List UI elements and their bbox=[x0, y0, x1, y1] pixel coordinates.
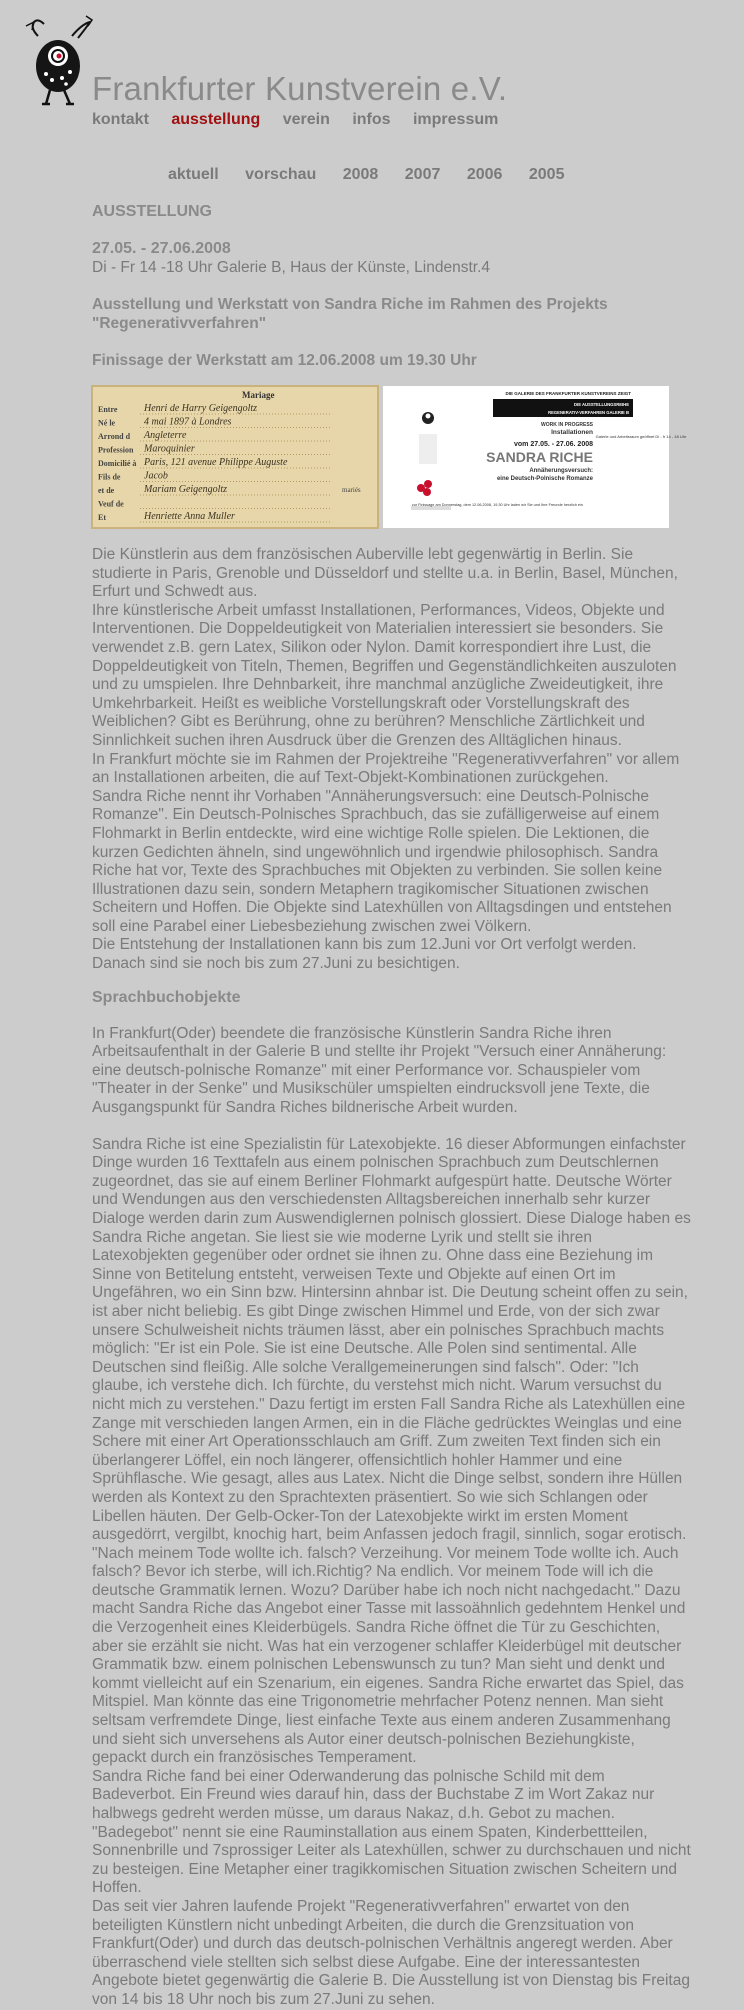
sprachbuchobjekte-heading: Sprachbuchobjekte bbox=[92, 988, 241, 1006]
main-nav bbox=[92, 111, 516, 129]
poster-artist: SANDRA RICHE bbox=[486, 449, 593, 465]
intro-paragraph: Die Entstehung der Installationen kann bis zum 12.Juni vor Ort verfolgt werden. Danach sind sie noch bis zum 27.Juni zu besichtigen. bbox=[92, 936, 637, 973]
finissage-notice: Finissage der Werkstatt am 12.06.2008 um 19.30 Uhr bbox=[92, 352, 477, 369]
card-line-label: Veuf de bbox=[98, 499, 124, 509]
card-header: Mariage bbox=[242, 390, 275, 400]
sprachbuch-paragraph: Sandra Riche ist eine Spezialistin für Latexobjekte. 16 dieser Abformungen einfachster Dinge wurden 16 Texttafeln aus einem polnischen Sprachbuch zum Deutschlernen zugeordnet, das sie auf einem Berliner Flohmarkt aufgespürt hatte. Deutsche Wörter und Wendungen aus den verschiedensten Alltagsbereichen innerhalb sehr kurzer Dialoge werden darin zum Auswendiglernen polnisch glossiert. Diese Dialoge haben es Sandra Riche angetan. Sie liest sie wie moderne Lyrik und stellt sie ihren Latexobjekten gegenüber oder ordnet sie ihnen zu. Ohne dass eine Beziehung im Sinne von Betitelung entsteht, verweisen Texte und Objekte auf einen Ort im Ungefähren, wo ein Sinn bzw. Hintersinn ahnbar ist. Die Deutung scheint offen zu sein, ist aber nicht beliebig. Es gibt Dinge zwischen Himmel und Erde, von der sich zwar unsere Schulweisheit nichts träumen lässt, aber ein polnisches Sprachbuch machts möglich: "Er ist ein Pole. Sie ist eine Deutsche. Alle Polen sind sentimental. Alle Deutschen sind fleißig. Alle solche Verallgemeinerungen sind falsch". Oder: "Ich glaube, ich verstehe dich. Ich fürchte, du verstehst mich nicht. Warum versuchst du nicht mich zu verstehen." Dazu fertigt im ersten Fall Sandra Riche als Latexhüllen eine Zange mit verschieden langen Armen, ein in die Fläche gedrücktes Weinglas und eine Schere mit einer Art Operationsschlauch am Griff. Zum zweiten Text finden sich ein überlangerer Löffel, ein noch längerer, offensichtlich hohler Hammer und eine Sprühflasche. Wie gesagt, alles aus Latex. Nicht die Dinge selbst, sondern ihre Hüllen werden als Kontext zu den Sprachtexten präsentiert. So wie sich Schlangen oder Libellen häuten. Der Gelb-Ocker-Ton der Latexobjekte wirkt im ersten Moment ausgedörrt, vergilbt, knochig hart, beim Anfassen jedoch fragil, sinnlich, sogar erotisch. bbox=[92, 1135, 691, 1544]
nav-verein[interactable]: verein bbox=[282, 111, 330, 128]
card-line-label: Né le bbox=[98, 418, 116, 428]
card-line-value: 4 mai 1897 à Londres bbox=[144, 416, 232, 428]
poster-title1: Annäherungsversuch: bbox=[529, 468, 593, 474]
card-line-label: Profession bbox=[98, 445, 134, 455]
intro-paragraph: Die Künstlerin aus dem französischen Auberville lebt gegenwärtig in Berlin. Sie studierte in Paris, Grenoble und Düsseldorf und stellte u.a. in Berlin, Basel, München, Erfurt und Schwedt aus. bbox=[92, 546, 678, 601]
exhibition-poster-image[interactable] bbox=[383, 386, 687, 528]
subnav-2005[interactable]: 2005 bbox=[528, 166, 565, 183]
card-line-value: Henri de Harry Geigengoltz bbox=[144, 403, 258, 414]
card-line-value: Henriette Anna Muller bbox=[144, 511, 235, 522]
intro-text bbox=[92, 546, 692, 974]
poster-side: Galerie und Arbeitsraum geöffnet Di - fr 14 - 18 Uhr bbox=[595, 434, 687, 439]
sprachbuch-paragraph: Das seit vier Jahren laufende Projekt "Regenerativverfahren" erwartet von den beteiligten Künstlern nicht unbedingt Arbeiten, die durch die Grenzsituation von Frankfurt(Oder) und durch das deutsch-polnischen Verhältnis angeregt werden. Aber überraschend viele stellten sich selbst diese Aufgabe. Eine der interessantesten Angebote bietet gegenwärtig die Galerie B. Die Ausstellung ist von Dienstag bis Freitag von 14 bis 18 Uhr noch bis zum 27.Juni zu sehen. bbox=[92, 1897, 690, 2008]
marriage-record-image[interactable] bbox=[92, 386, 378, 528]
poster-footer: zur Finissage am Donnerstag, dem 12.06.2008, 19.30 Uhr laden wir Sie und Ihre Freunde herzlich ein bbox=[411, 503, 583, 507]
card-line-label: Entre bbox=[98, 405, 118, 414]
card-line-value: Angleterre bbox=[144, 430, 187, 441]
exhibition-dates: 27.05. - 27.06.2008 bbox=[92, 240, 231, 257]
poster-band3: REGENERATIV-VERFAHREN GALERIE B bbox=[548, 410, 629, 415]
sprachbuch-lead-paragraph: In Frankfurt(Oder) beendete die französische Künstlerin Sandra Riche ihren Arbeitsaufenthalt in der Galerie B und stellte ihr Projekt "Versuch einer Annäherung: eine deutsch-polnische Romanze" mit einer Performance vor. Schauspieler vom "Theater in der Senke" und Musikschüler umspielten eindrucksvoll jene Texte, die Ausgangspunkt für Sandra Riches bildnerische Arbeit wurden. bbox=[92, 1024, 667, 1117]
intro-paragraph: In Frankfurt möchte sie im Rahmen der Projektreihe "Regenerativverfahren" vor allem an Installationen arbeiten, die auf Text-Objekt-Kombinationen zurückgehen. bbox=[92, 750, 680, 787]
image-row bbox=[92, 386, 692, 528]
subnav-vorschau[interactable]: vorschau bbox=[245, 166, 317, 183]
card-line-label: Et bbox=[98, 513, 106, 522]
sprachbuch-paragraph: "Nach meinem Tode wollte ich. falsch? Verzeihung. Vor meinem Tode wollte ich. Auch falsch? Bevor ich sterbe, will ich.Richtig? Na endlich. Vor meinem Tode will ich die deutsche Grammatik lernen. Wozu? Darüber habe ich noch nicht nachgedacht." Dazu macht Sandra Riche das Angebot einer Tasse mit lassoähnlich gedehntem Henkel und die Verzogenheit eines Kleiderbügels. Sandra Riche öffnet die Tür zu Geschichten, aber sie erzählt sie nicht. Was hat ein verzogener schlaffer Kleiderbügel mit deutscher Grammatik bzw. einem polnischen Lebenswunsch zu tun? Man sieht und denkt und kommt vielleicht auf ein Szenarium, ein eigenes. Sandra Riche erwartet das Spiel, das Mitspiel. Man könnte das eine Trigonometrie mehrfacher Potenz nennen. Man sieht seltsam verfremdete Dinge, liest einfache Texte aus einem anderen Zusammenhang und sieht sich unversehens als Autor einer deutsch-polnischen Beziehungkiste, gepackt durch ein französisches Temperament. bbox=[92, 1544, 686, 1767]
subnav-2006[interactable]: 2006 bbox=[466, 166, 503, 183]
subnav-2007[interactable]: 2007 bbox=[404, 166, 441, 183]
section-heading: AUSSTELLUNG bbox=[92, 203, 212, 220]
intro-paragraph: Sandra Riche nennt ihr Vorhaben "Annäherungsversuch: eine Deutsch-Polnische Romanze". Ein Deutsch-Polnisches Sprachbuch, das sie zufälligerweise auf einem Flohmarkt in Berlin entdeckte, wird eine wichtige Rolle spielen. Die Lektionen, die kurzen Gedichten ähneln, sind ungewöhnlich und irgendwie philosophisch. Sandra Riche hat vor, Texte des Sprachbuches mit Objekten zu verbinden. Sie sollen keine Illustrationen dazu sein, sondern Metaphern tragikomischer Situationen zwischen Scheitern und Hoffen. Die Objekte sind Latexhüllen von Alltagsdingen und entstehen soll eine Parabel einer Liebesbeziehung zwischen zwei Völkern. bbox=[92, 787, 672, 935]
poster-dates: vom 27.05. - 27.06. 2008 bbox=[514, 441, 593, 448]
poster-band1: DIE GALERIE DES FRANKFURTER KUNSTVEREINS ZEIGT bbox=[505, 391, 631, 396]
site-title[interactable]: Frankfurter Kunstverein e.V. bbox=[92, 70, 508, 107]
card-line-label: Domicilié à bbox=[98, 459, 137, 468]
nav-impressum[interactable]: impressum bbox=[412, 111, 499, 128]
nav-ausstellung[interactable]: ausstellung bbox=[171, 111, 261, 128]
sprachbuch-paragraph: Sandra Riche fand bei einer Oderwanderung das polnische Schild mit dem Badeverbot. Ein Freund wies darauf hin, dass der Buchstabe Z im Wort Zakaz nur halbwegs gedreht werden müsse, um daraus Nakaz, d.h. Gebot zu machen. "Badegebot" nennt sie eine Rauminstallation aus einem Spaten, Kinderbettteilen, Sonnenbrille und 7sprossiger Leiter als Latexhüllen, schwer zu durchschauen und nicht zu besteigen. Eine Metapher einer tragikkomischen Situation zwischen Scheitern und Hoffen. bbox=[92, 1767, 691, 1897]
nav-kontakt[interactable]: kontakt bbox=[92, 111, 149, 128]
poster-title2: eine Deutsch-Polnische Romanze bbox=[496, 476, 593, 482]
intro-paragraph: Ihre künstlerische Arbeit umfasst Installationen, Performances, Videos, Objekte und Interventionen. Die Doppeldeutigkeit von Materialien interessiert sie besonders. Sie verwendet z.B. gern Latex, Silikon oder Nylon. Damit korrespondiert ihre Lust, die Doppeldeutigkeit von Titeln, Themen, Begriffen und Gegenständlichkeiten auszuloten und zu umspielen. Ihre Dehnbarkeit, ihre manchmal anzügliche Zweideutigkeit, ihre Umkehrbarkeit. Heißt es weibliche Vorstellungskraft oder Vorstellungskraft des Weiblichen? Gibt es Berührung, ohne zu berühren? Menschliche Zärtlichkeit und Sinnlichkeit suchen ihren Ausdruck über die Grenzen des Alltäglichen hinaus. bbox=[92, 601, 677, 749]
poster-installations: Installationen bbox=[551, 429, 593, 436]
nav-infos[interactable]: infos bbox=[352, 111, 391, 128]
card-line-label: et de bbox=[98, 486, 115, 495]
exhibition-hours: Di - Fr 14 -18 Uhr Galerie B, Haus der Künste, Lindenstr.4 bbox=[92, 259, 491, 276]
card-line-value: Paris, 121 avenue Philippe Auguste bbox=[144, 457, 288, 468]
card-line-value: Jacob bbox=[144, 470, 168, 482]
card-line-label: Arrond d bbox=[98, 432, 131, 441]
sub-nav bbox=[168, 166, 586, 184]
svg-text:Galerie und Arbeitsraum geöffn bbox=[596, 434, 687, 439]
subnav-2008[interactable]: 2008 bbox=[342, 166, 379, 183]
card-line-value: Mariam Geigengoltz bbox=[144, 484, 228, 495]
card-side-label: mariés bbox=[342, 486, 361, 494]
poster-band2: DIE AUSSTELLUNGSREIHE bbox=[574, 402, 629, 407]
card-line-value: Maroquinier bbox=[144, 443, 195, 455]
main-content bbox=[92, 203, 692, 2010]
card-line-label: Fils de bbox=[98, 472, 121, 482]
sprachbuch-text bbox=[92, 1025, 692, 2010]
subnav-aktuell[interactable]: aktuell bbox=[168, 166, 219, 183]
poster-work: WORK IN PROGRESS bbox=[541, 422, 593, 428]
exhibition-subtitle: Ausstellung und Werkstatt von Sandra Riche im Rahmen des Projekts "Regenerativverfahren" bbox=[92, 296, 608, 332]
kunstverein-logo[interactable] bbox=[16, 8, 96, 108]
